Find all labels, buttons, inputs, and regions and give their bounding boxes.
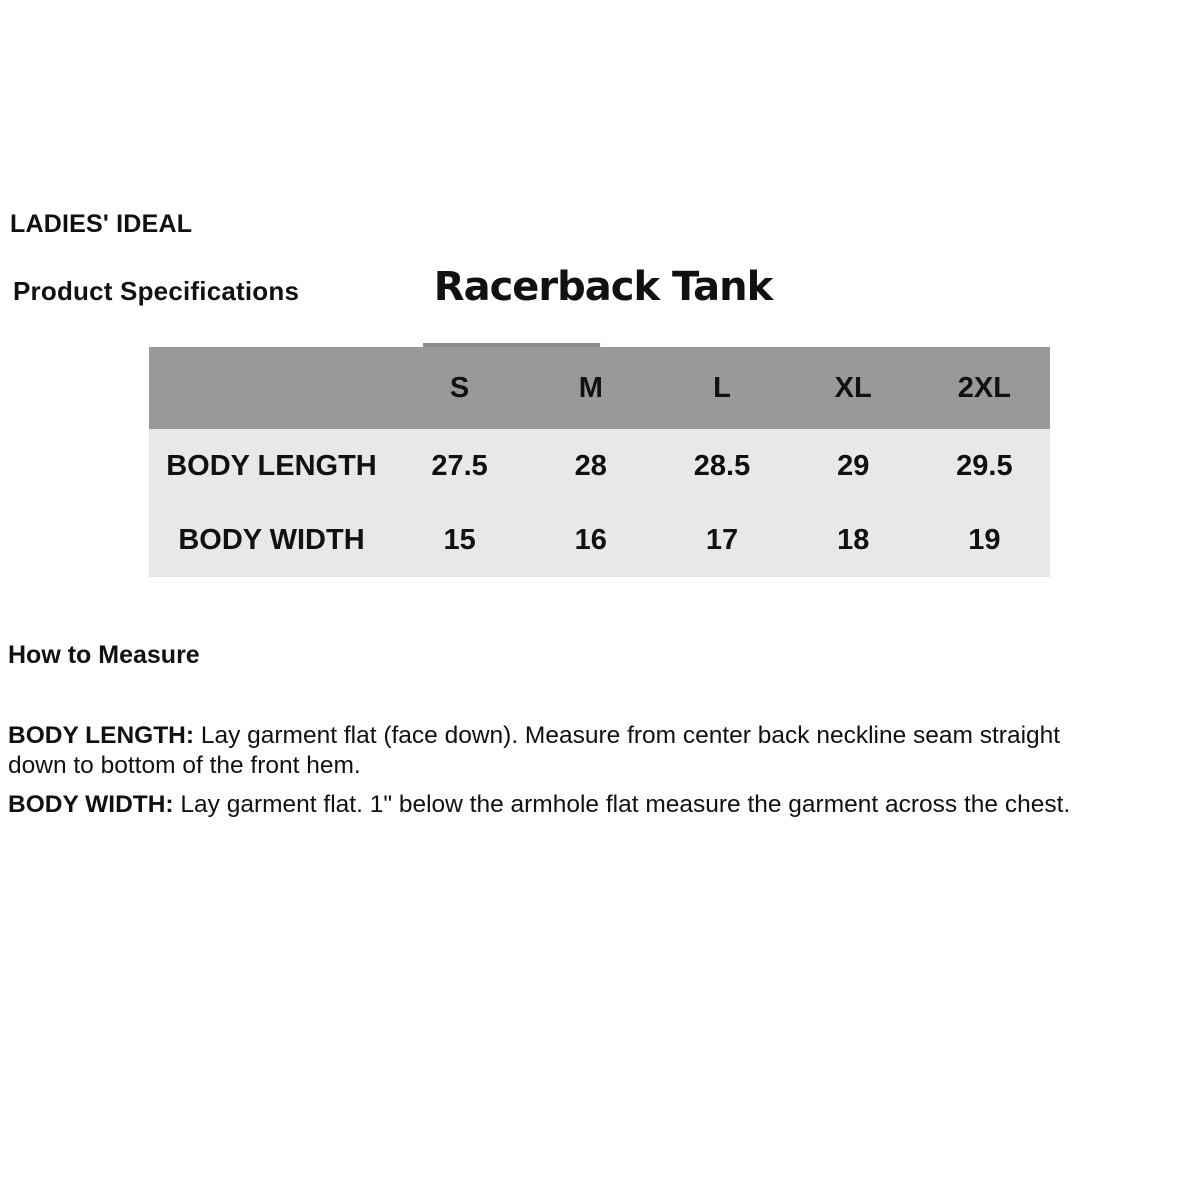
measure-text-body-length-line2: down to bottom of the front hem. — [8, 752, 361, 779]
value-body-width-s: 15 — [394, 503, 525, 577]
brand-label: LADIES' IDEAL — [10, 210, 193, 238]
product-title: Racerback Tank — [433, 264, 773, 310]
value-body-length-2xl: 29.5 — [919, 429, 1050, 503]
value-body-length-s: 27.5 — [394, 429, 525, 503]
measure-text-body-length-line1: Lay garment flat (face down). Measure from center back neckline seam straight — [194, 722, 1061, 749]
measure-paragraph-body-length — [8, 721, 1198, 781]
size-header-s: S — [394, 347, 525, 429]
size-spec-table — [149, 347, 1050, 577]
value-body-width-2xl: 19 — [919, 503, 1050, 577]
row-label-body-length: BODY LENGTH — [149, 429, 394, 503]
value-body-length-l: 28.5 — [656, 429, 787, 503]
size-header-xl: XL — [788, 347, 919, 429]
how-to-measure-instructions — [8, 721, 1198, 820]
value-body-width-l: 17 — [656, 503, 787, 577]
how-to-measure-heading: How to Measure — [8, 641, 200, 669]
value-body-width-m: 16 — [525, 503, 656, 577]
measure-term-body-width: BODY WIDTH: — [8, 791, 174, 818]
size-header-2xl: 2XL — [919, 347, 1050, 429]
value-body-width-xl: 18 — [788, 503, 919, 577]
value-body-length-m: 28 — [525, 429, 656, 503]
row-label-body-width: BODY WIDTH — [149, 503, 394, 577]
size-header-m: M — [525, 347, 656, 429]
measure-term-body-length: BODY LENGTH: — [8, 722, 195, 749]
size-header-l: L — [656, 347, 787, 429]
measure-paragraph-body-width — [8, 790, 1198, 820]
value-body-length-xl: 29 — [788, 429, 919, 503]
spec-table-corner-cell — [149, 347, 394, 429]
measure-text-body-width-line1: Lay garment flat. 1" below the armhole flat measure the garment across the chest. — [173, 791, 1071, 818]
section-label: Product Specifications — [13, 276, 300, 306]
